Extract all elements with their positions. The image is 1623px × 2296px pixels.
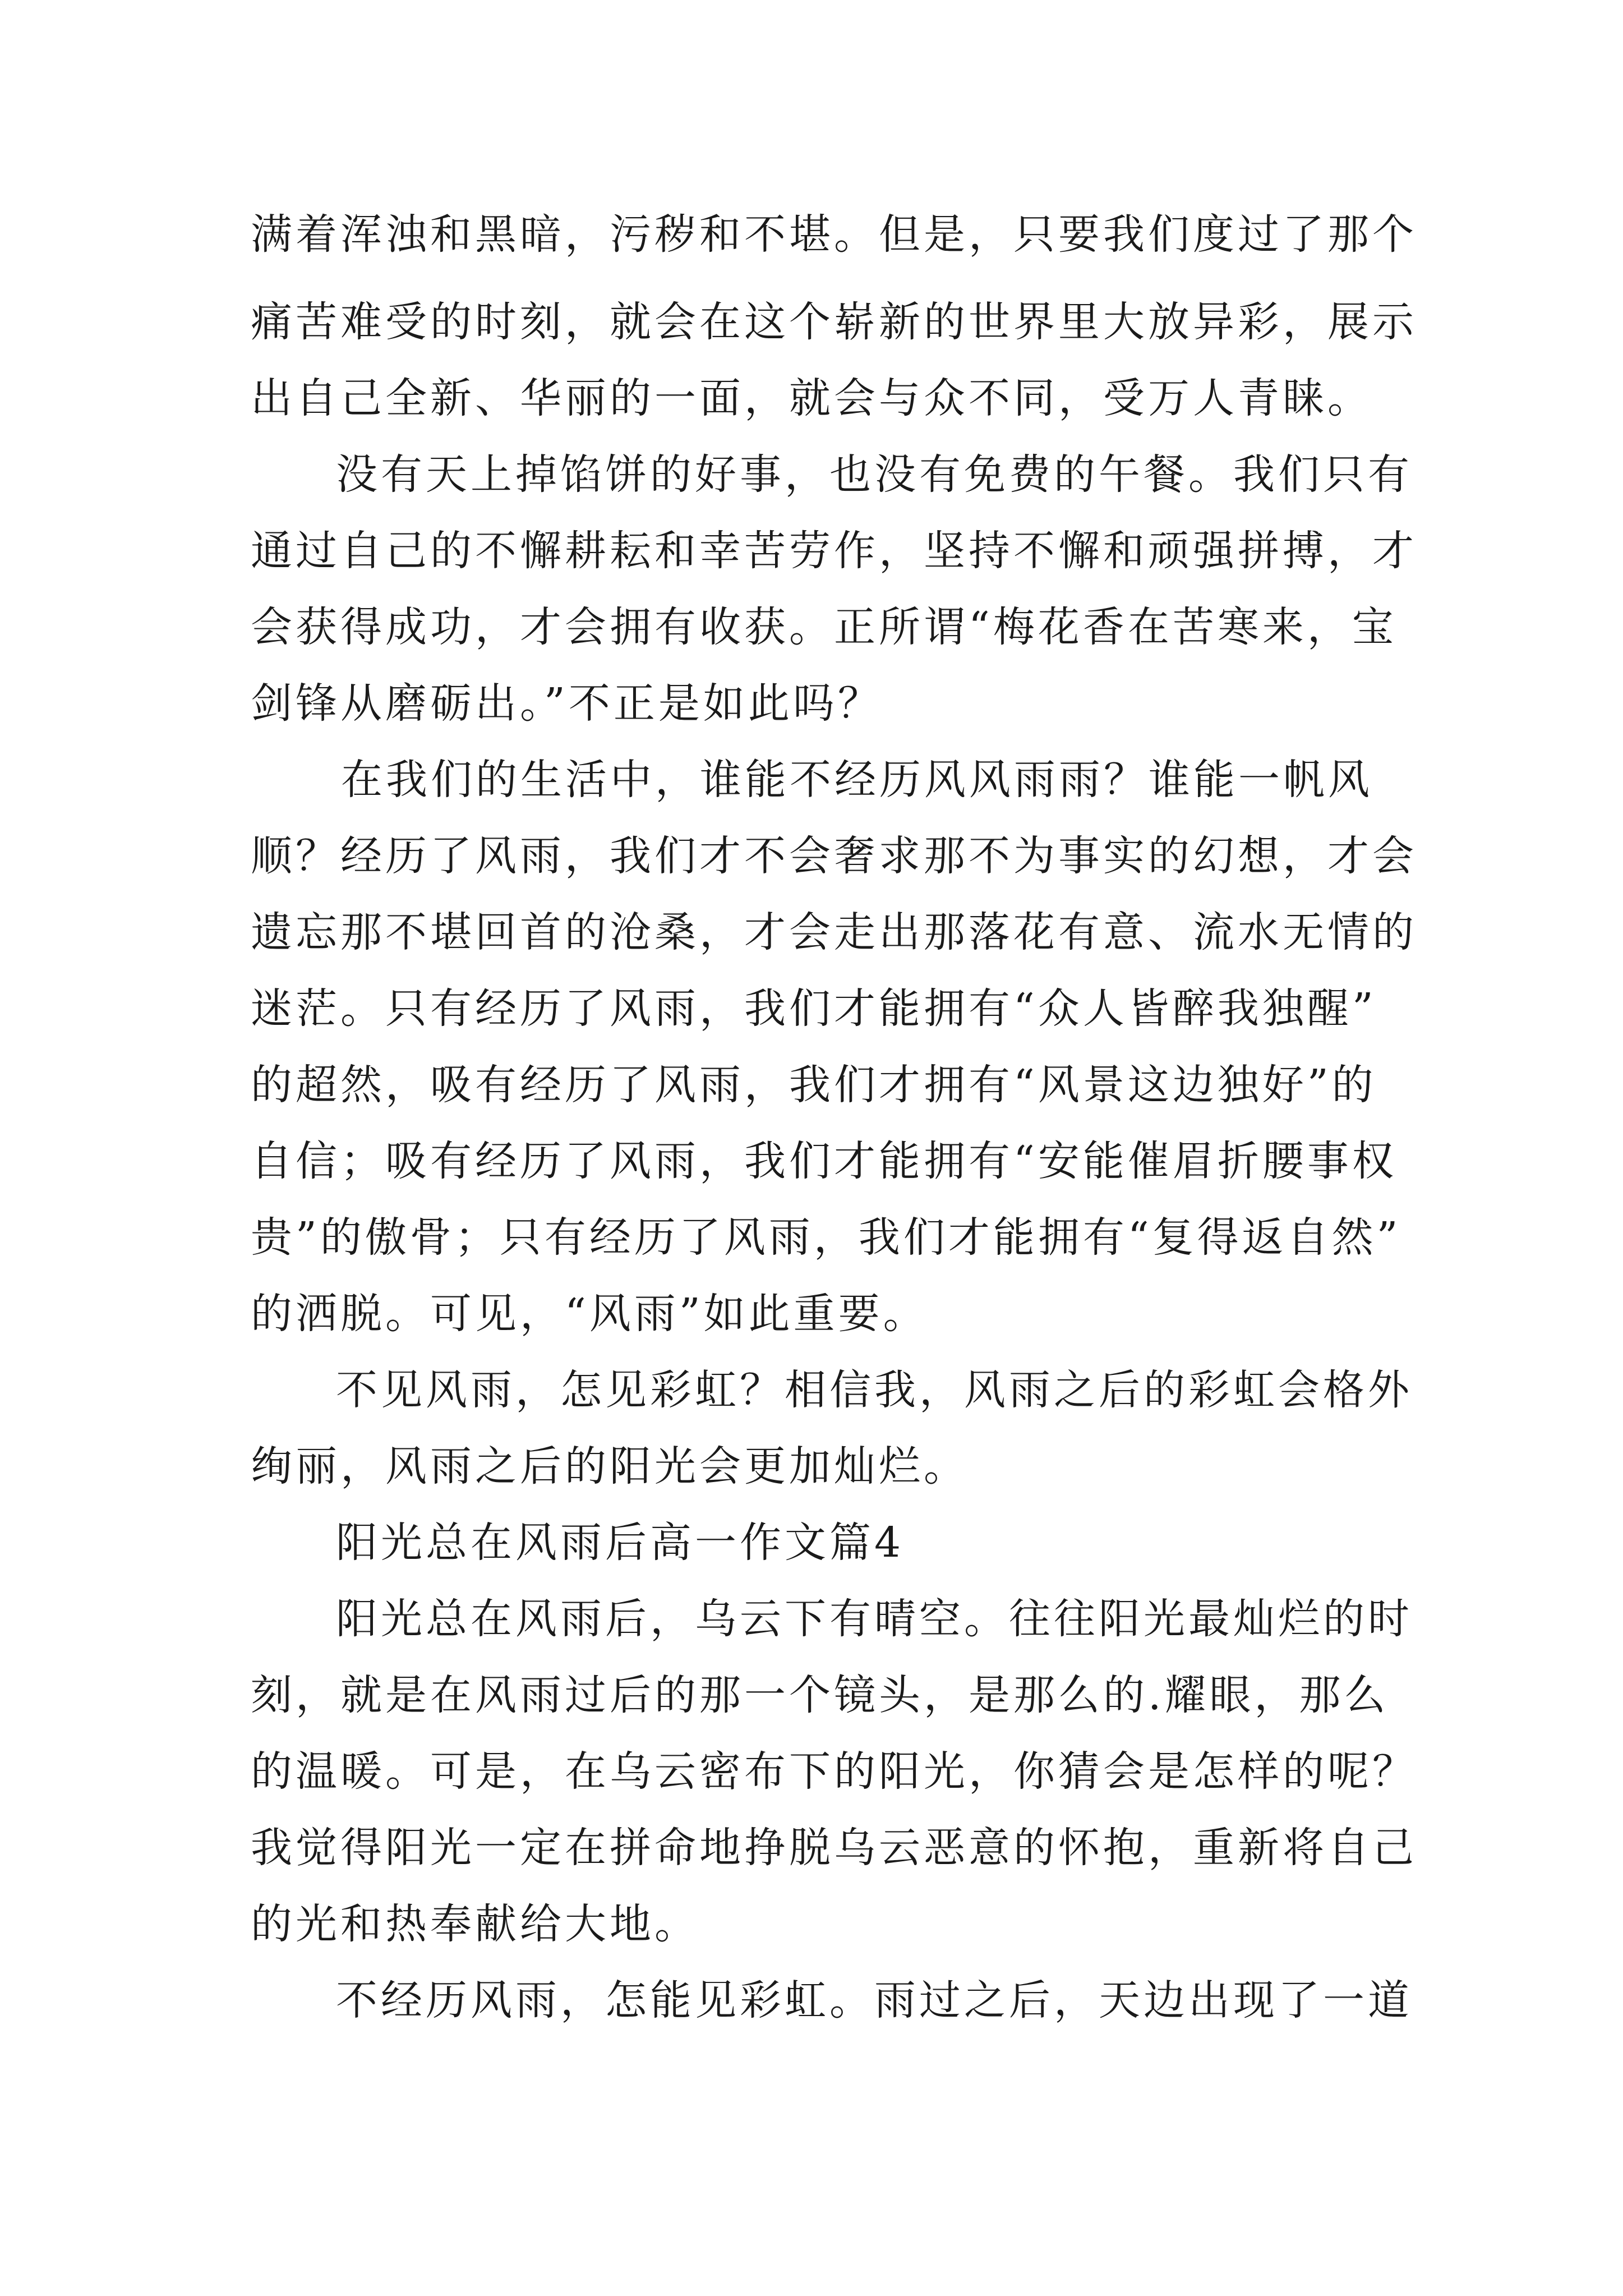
text-line: 的光和热奉献给大地。 [251,1900,699,1948]
text-line: 满着浑浊和黑暗，污秽和不堪。但是，只要我们度过了那个 [251,210,1417,259]
text-line: 的洒脱。可见，“风雨”如此重要。 [251,1290,928,1338]
text-line: 出自己全新、华丽的一面，就会与众不同，受万人青睐。 [251,374,1372,422]
text-line: 阳光总在风雨后，乌云下有晴空。往往阳光最灿烂的时 [336,1595,1413,1643]
text-line: 痛苦难受的时刻，就会在这个崭新的世界里大放异彩，展示 [251,298,1417,346]
text-line: 剑锋从磨砺出。”不正是如此吗？ [251,679,883,728]
text-line: 刻，就是在风雨过后的那一个镜头，是那么的.耀眼，那么 [251,1671,1389,1719]
text-line: 不经历风雨，怎能见彩虹。雨过之后，天边出现了一道 [336,1976,1413,2024]
text-line: 顺？经历了风雨，我们才不会奢求那不为事实的幻想，才会 [251,832,1417,880]
text-line: 不见风雨，怎见彩虹？相信我，风雨之后的彩虹会格外 [336,1366,1413,1414]
text-line: 自信；吸有经历了风雨，我们才能拥有“安能催眉折腰事权 [251,1137,1397,1185]
text-line: 的温暖。可是，在乌云密布下的阳光，你猜会是怎样的呢？ [251,1747,1417,1796]
text-line: 在我们的生活中，谁能不经历风风雨雨？谁能一帆风 [341,756,1373,804]
text-line: 的超然，吸有经历了风雨，我们才拥有“风景这边独好”的 [251,1061,1377,1109]
text-line: 阳光总在风雨后高一作文篇4 [336,1519,905,1567]
text-line: 会获得成功，才会拥有收获。正所谓“梅花香在苦寒来，宝 [251,603,1397,651]
text-line: 贵”的傲骨；只有经历了风雨，我们才能拥有“复得返自然” [251,1213,1401,1262]
text-line: 遗忘那不堪回首的沧桑，才会走出那落花有意、流水无情的 [251,908,1417,956]
text-line: 绚丽，风雨之后的阳光会更加灿烂。 [251,1442,969,1490]
text-line: 通过自己的不懈耕耘和幸苦劳作，坚持不懈和顽强拼搏，才 [251,527,1417,575]
text-line: 没有天上掉馅饼的好事，也没有免费的午餐。我们只有 [336,450,1413,499]
text-line: 迷茫。只有经历了风雨，我们才能拥有“众人皆醉我独醒” [251,984,1377,1033]
text-line: 我觉得阳光一定在拼命地挣脱乌云恶意的怀抱，重新将自己 [251,1824,1417,1872]
